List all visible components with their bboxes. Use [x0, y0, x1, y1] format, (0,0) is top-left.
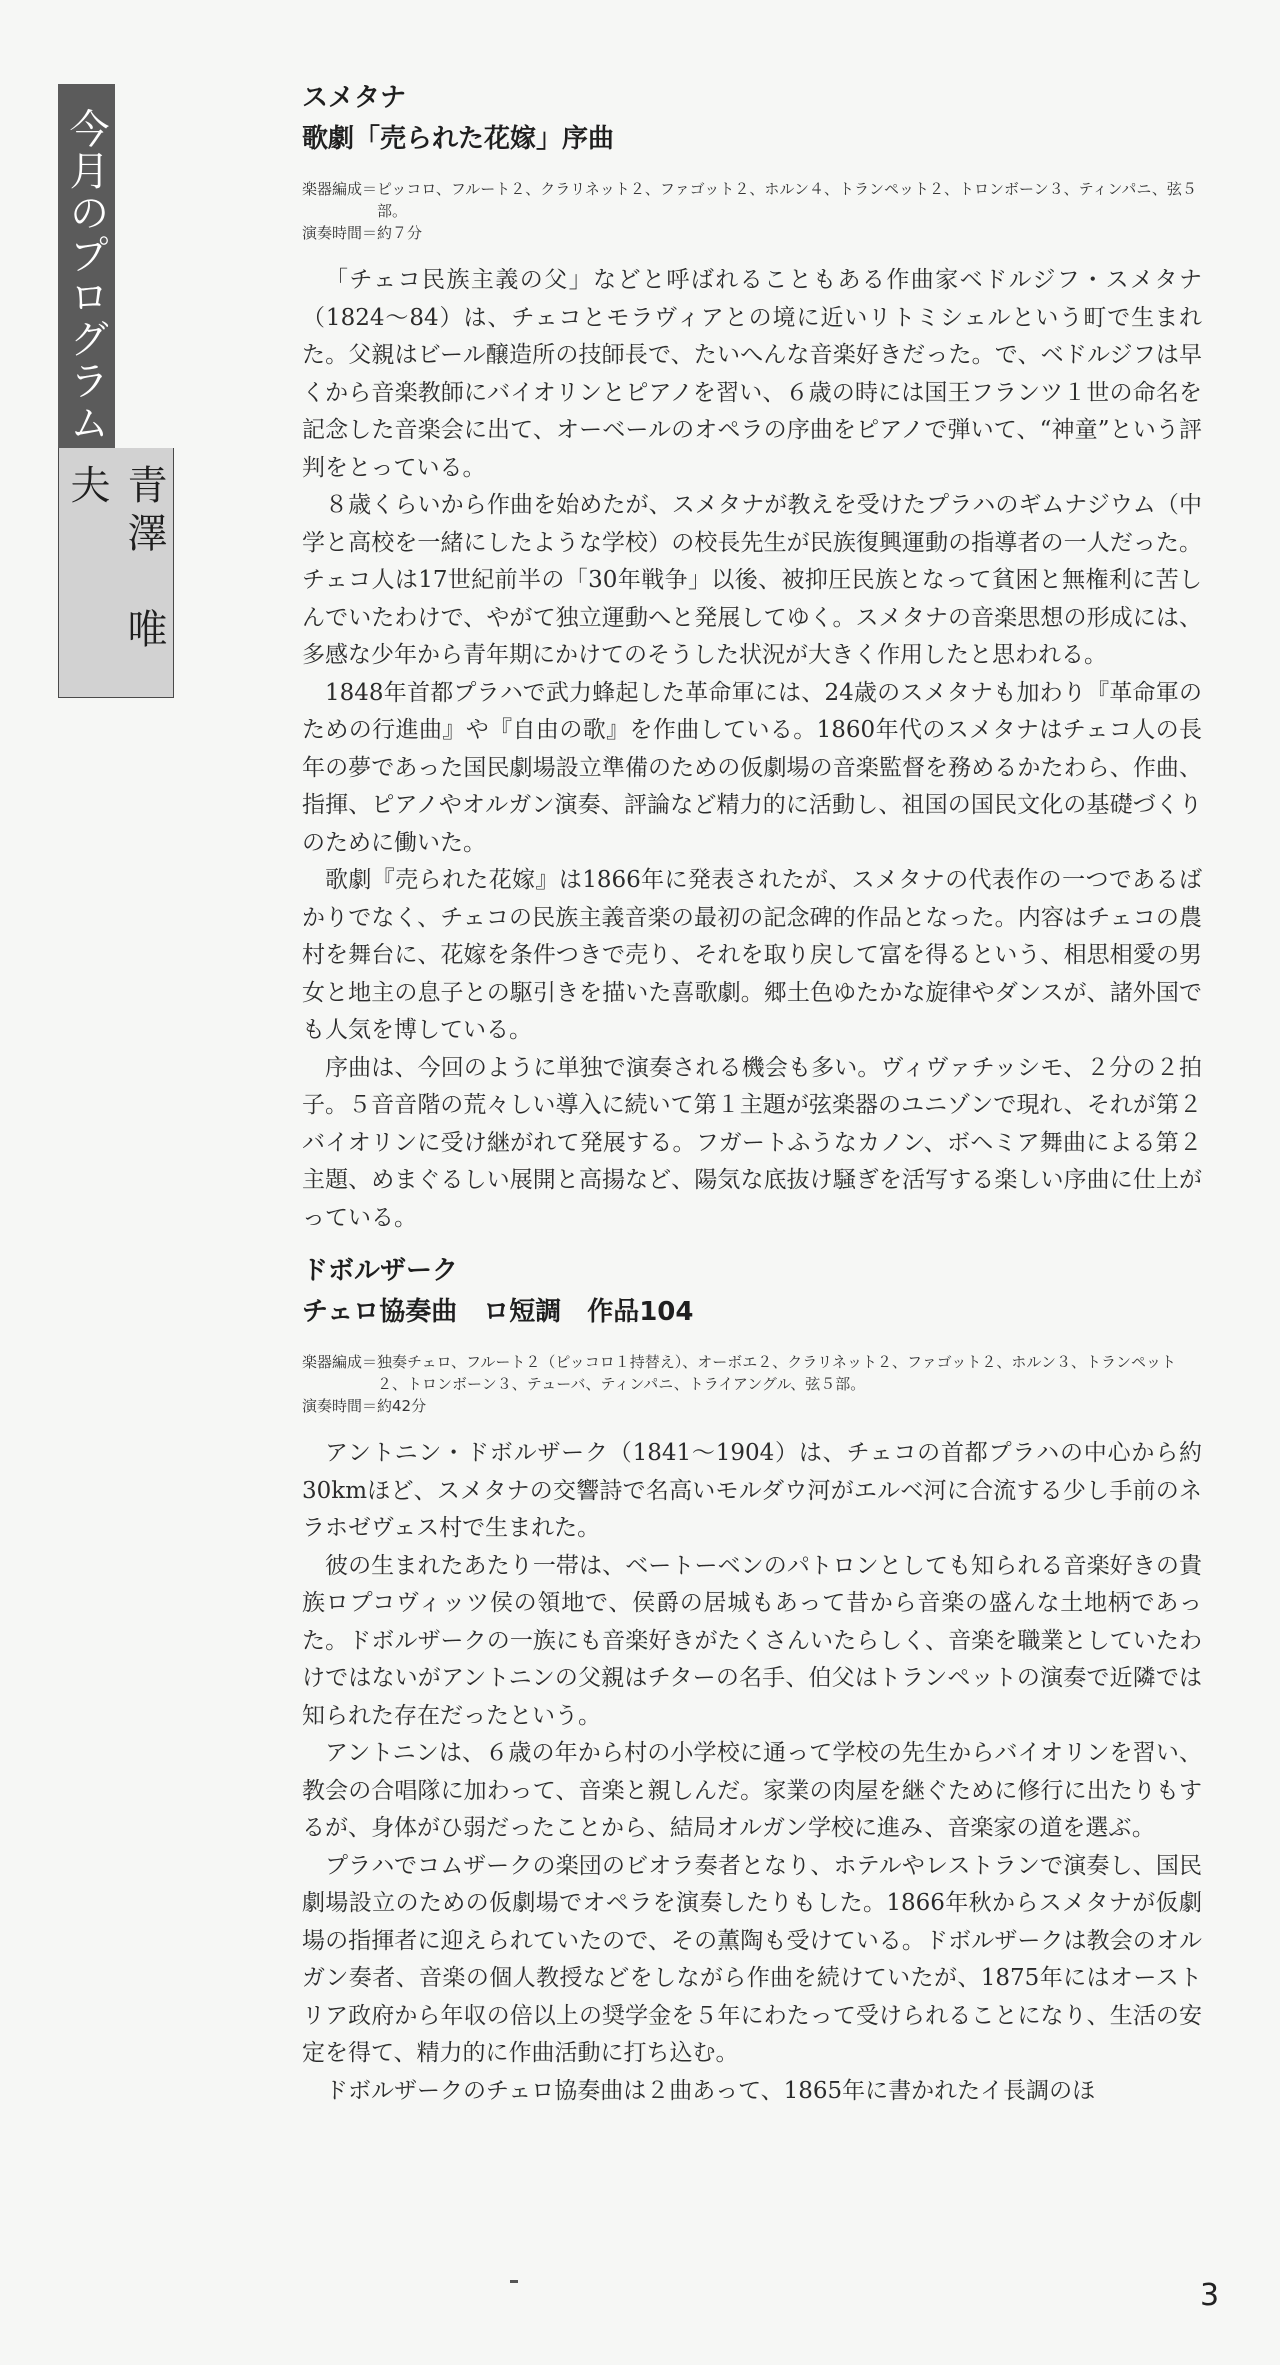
composer-name: スメタナ [302, 83, 407, 113]
author-label: 青澤 唯夫 [58, 448, 174, 698]
paragraph: 歌劇『売られた花嫁』は1866年に発表されたが、スメタナの代表作の一つであるばかりでなく、チェコの民族主義音楽の最初の記念碑的作品となった。内容はチェコの農村を舞台に、花嫁を条件つきで売り、それを取り戻して富を得るという、相思相愛の男女と地主の息子との駆引きを描いた喜歌劇。郷土色ゆたかな旋律やダンスが、諸外国でも人気を博している。 [302, 867, 1202, 1043]
paragraph: プラハでコムザークの楽団のビオラ奏者となり、ホテルやレストランで演奏し、国民劇場設立のための仮劇場でオペラを演奏したりもした。1866年秋からスメタナが仮劇場の指揮者に迎えられていたので、その薫陶も受けている。ドボルザークは教会のオルガン奏者、音楽の個人教授などをしながら作曲を続けていたが、1875年にはオーストリア政府から年収の倍以上の奨学金を５年にわたって受けられることになり、生活の安定を得て、精力的に作曲活動に打ち込む。 [302, 1852, 1202, 2066]
work-title: チェロ協奏曲 ロ短調 作品104 [302, 1297, 694, 1327]
instrumentation-label: 楽器編成＝ [302, 180, 378, 198]
paragraph: 「チェコ民族主義の父」などと呼ばれることもある作曲家ベドルジフ・スメタナ（1824〜84）は、チェコとモラヴィアとの境に近いリトミシェルという町で生まれた。父親はビール醸造所の技師長で、たいへんな音楽好きだった。で、ベドルジフは早くから音楽教師にバイオリンとピアノを習い、６歳の時には国王フランツ１世の命名を記念した音楽会に出て、オーベールのオペラの序曲をピアノで弾いて、“神童”という評判をとっている。 [302, 267, 1202, 481]
paragraph: ドボルザークのチェロ協奏曲は２曲あって、1865年に書かれたイ長調のほ [325, 2077, 1096, 2104]
paragraph: 序曲は、今回のように単独で演奏される機会も多い。ヴィヴァチッシモ、２分の２拍子。５音音階の荒々しい導入に続いて第１主題が弦楽器のユニゾンで現れ、それが第２バイオリンに受け継がれて発展する。フガートふうなカノン、ボヘミア舞曲による第２主題、めまぐるしい展開と高揚など、陽気な底抜け騒ぎを活写する楽しい序曲に仕上がっている。 [302, 1054, 1202, 1231]
bottom-mark [510, 2280, 518, 2283]
main-content [302, 78, 1202, 2110]
page-number: 3 [1200, 2278, 1220, 2313]
paragraph: アントニンは、６歳の年から村の小学校に通って学校の先生からバイオリンを習い、教会の合唱隊に加わって、音楽と親しんだ。家業の肉屋を継ぐために修行に出たりもするが、身体がひ弱だったことから、結局オルガン学校に進み、音楽家の道を選ぶ。 [302, 1740, 1202, 1841]
sidebar [58, 84, 167, 698]
duration-text: 演奏時間＝約７分 [302, 224, 423, 242]
instrumentation-row [302, 178, 1202, 222]
instrumentation-text: ピッコロ、フルート２、クラリネット２、ファゴット２、ホルン４、トランペット２、トロンボーン３、ティンパニ、弦５部。 [377, 180, 1197, 220]
instrumentation-label: 楽器編成＝ [302, 1353, 378, 1371]
paragraph: アントニン・ドボルザーク（1841〜1904）は、チェコの首都プラハの中心から約30kmほど、スメタナの交響詩で名高いモルダウ河がエルベ河に合流する少し手前のネラホゼヴェス村で生まれた。 [302, 1440, 1202, 1541]
instrumentation-row [302, 1351, 1202, 1395]
work-title: 歌劇「売られた花嫁」序曲 [302, 124, 615, 154]
duration-text: 演奏時間＝約42分 [302, 1397, 427, 1415]
body-text [302, 1435, 1202, 2110]
paragraph: 彼の生まれたあたり一帯は、ベートーベンのパトロンとしても知られる音楽好きの貴族ロプコヴィッツ侯の領地で、侯爵の居城もあって昔から音楽の盛んな土地柄であった。ドボルザークの一族にも音楽好きがたくさんいたらしく、音楽を職業としていたわけではないがアントニンの父親はチターの名手、伯父はトランペットの演奏で近隣では知られた存在だったという。 [302, 1552, 1202, 1729]
section-dvorak [302, 1251, 1202, 2110]
paragraph: ８歳くらいから作曲を始めたが、スメタナが教えを受けたプラハのギムナジウム（中学と高校を一緒にしたような学校）の校長先生が民族復興運動の指導者の一人だった。チェコ人は17世紀前半の「30年戦争」以後、被抑圧民族となって貧困と無権利に苦しんでいたわけで、やがて独立運動へと発展してゆく。スメタナの音楽思想の形成には、多感な少年から青年期にかけてのそうした状況が大きく作用したと思われる。 [302, 492, 1202, 668]
composer-name: ドボルザーク [302, 1256, 459, 1286]
work-meta [302, 178, 1202, 244]
section-smetana [302, 78, 1202, 1237]
paragraph: 1848年首都プラハで武力蜂起した革命軍には、24歳のスメタナも加わり『革命軍のための行進曲』や『自由の歌』を作曲している。1860年代のスメタナはチェコ人の長年の夢であった国民劇場設立準備のための仮劇場の音楽監督を務めるかたわら、作曲、指揮、ピアノやオルガン演奏、評論など精力的に活動し、祖国の国民文化の基礎づくりのために働いた。 [302, 679, 1202, 856]
body-text [302, 262, 1202, 1237]
instrumentation-text: 独奏チェロ、フルート２（ピッコロ１持替え）、オーボエ２、クラリネット２、ファゴット２、ホルン３、トランペット２、トロンボーン３、テューバ、ティンパニ、トライアングル、弦５部。 [377, 1353, 1176, 1393]
series-label: 今月のプログラム [58, 84, 115, 448]
work-meta [302, 1351, 1202, 1417]
